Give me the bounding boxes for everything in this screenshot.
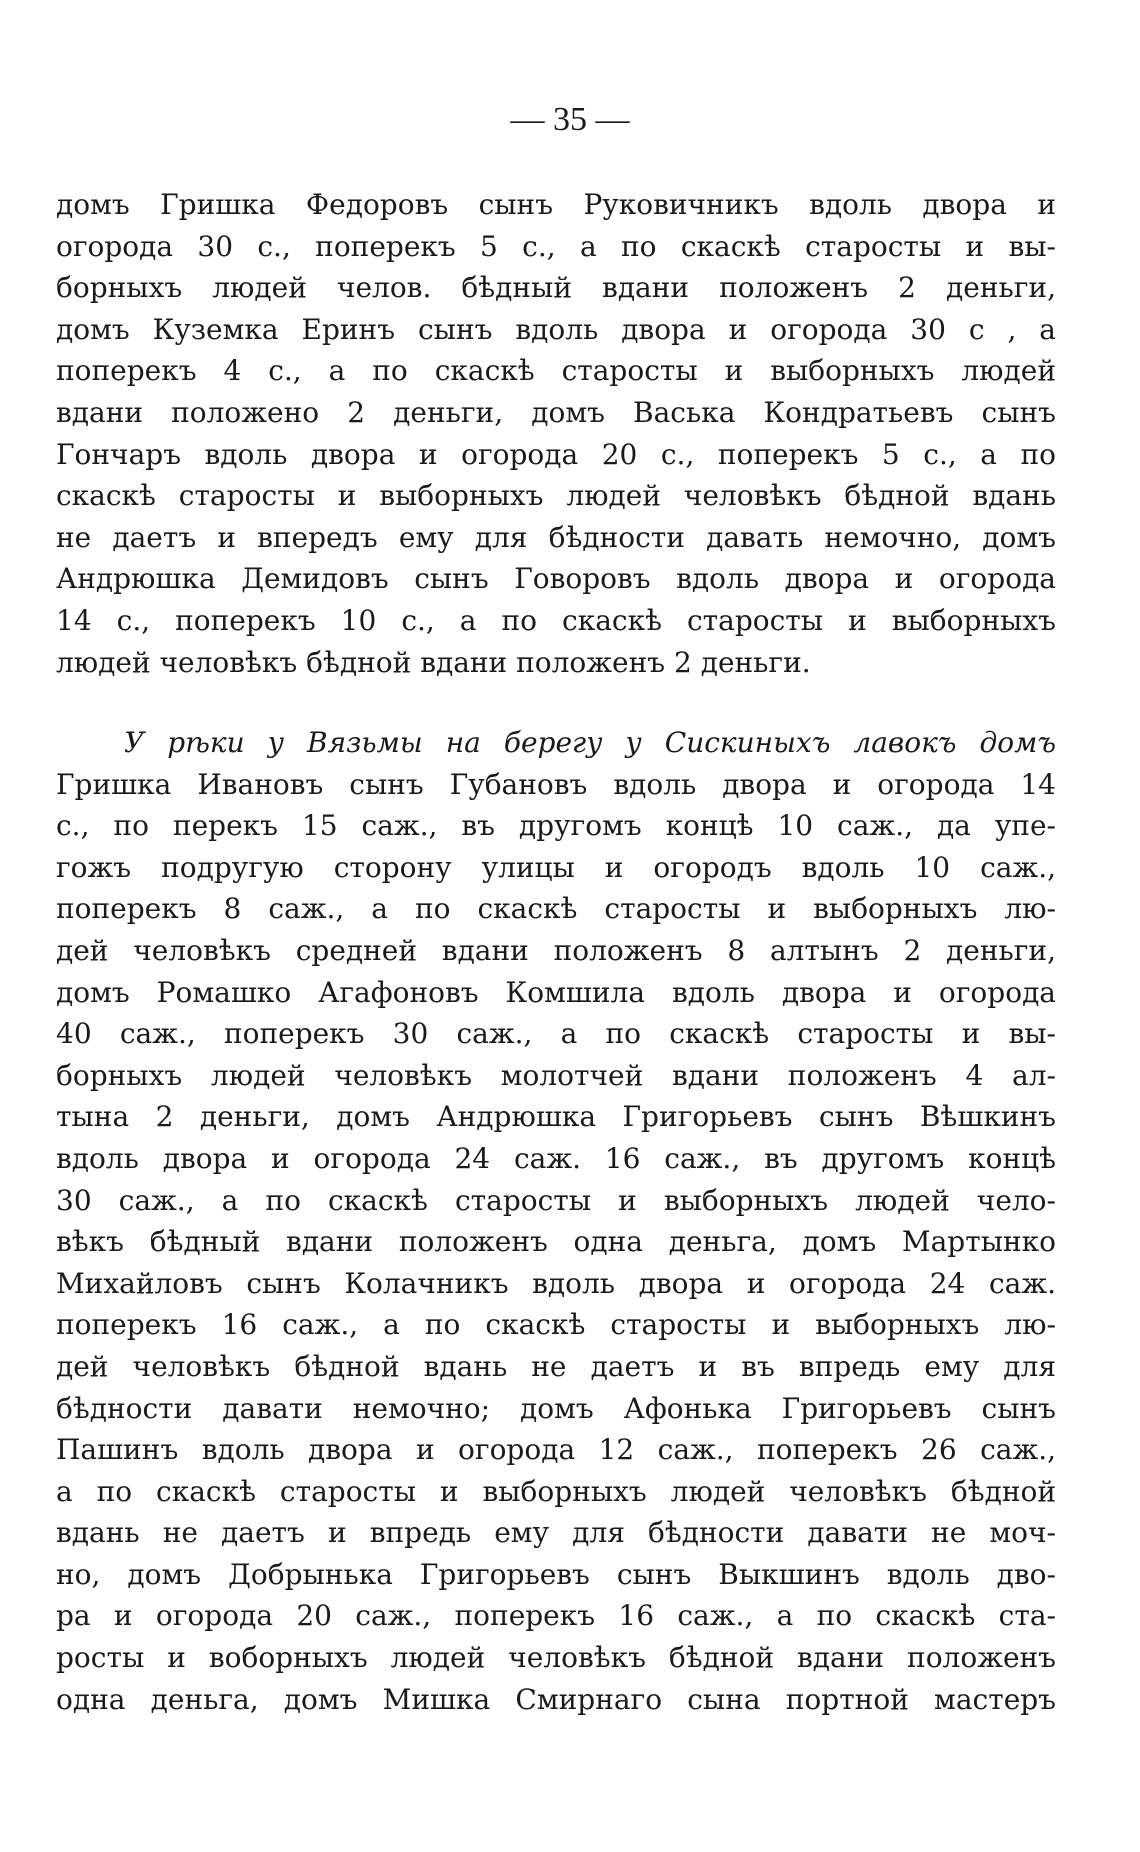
text-line: домъ Куземка Еринъ сынъ вдоль двора и огорода 30 с , а xyxy=(56,312,1056,346)
text-line: росты и воборныхъ людей человѣкъ бѣдной вдани положенъ xyxy=(56,1641,1056,1675)
text-line: дей человѣкъ средней вдани положенъ 8 алтынъ 2 деньги, xyxy=(56,933,1056,967)
text-line: но, домъ Добрынька Григорьевъ сынъ Выкшинъ вдоль дво- xyxy=(56,1557,1056,1591)
text-line: Гончаръ вдоль двора и огорода 20 с., поперекъ 5 с., а по xyxy=(56,437,1056,471)
text-line: поперекъ 16 саж., а по скаскѣ старосты и выборныхъ лю- xyxy=(56,1308,1056,1342)
text-line: скаскѣ старосты и выборныхъ людей человѣкъ бѣдной вдань xyxy=(56,479,1056,513)
text-line: домъ Гришка Федоровъ сынъ Руковичникъ вдоль двора и xyxy=(56,188,1056,221)
text-line: Михайловъ сынъ Колачникъ вдоль двора и огорода 24 саж. xyxy=(56,1266,1056,1300)
text-line: одна деньга, домъ Мишка Смирнаго сына портной мастеръ xyxy=(56,1682,1056,1716)
text-line: вдани положено 2 деньги, домъ Васька Кондратьевъ сынъ xyxy=(56,395,1056,429)
text-line: не даетъ и впередъ ему для бѣдности давать немочно, домъ xyxy=(56,520,1056,554)
text-line: 30 саж., а по скаскѣ старосты и выборныхъ людей чело- xyxy=(56,1183,1056,1217)
text-line: поперекъ 8 саж., а по скаскѣ старосты и выборныхъ лю- xyxy=(56,892,1056,926)
paragraph-1 xyxy=(56,184,1056,683)
text-line: 40 саж., поперекъ 30 саж., а по скаскѣ старосты и вы- xyxy=(56,1017,1056,1051)
text-line: с., по перекъ 15 саж., въ другомъ концѣ 10 саж., да упе- xyxy=(56,809,1056,843)
text-line: домъ Ромашко Агафоновъ Комшила вдоль двора и огорода xyxy=(56,975,1056,1009)
text-line: дей человѣкъ бѣдной вдань не даетъ и въ впредь ему для xyxy=(56,1349,1056,1383)
text-line: вѣкъ бѣдный вдани положенъ одна деньга, домъ Мартынко xyxy=(56,1225,1056,1259)
text-line: 14 с., поперекъ 10 с., а по скаскѣ старосты и выборныхъ xyxy=(56,603,1056,637)
text-line: гожъ подругую сторону улицы и огородъ вдоль 10 саж., xyxy=(56,850,1056,884)
text-line: Гришка Ивановъ сынъ Губановъ вдоль двора и огорода 14 xyxy=(56,767,1056,801)
text-line: борныхъ людей челов. бѣдный вдани положенъ 2 деньги, xyxy=(56,271,1056,305)
text-line: поперекъ 4 с., а по скаскѣ старосты и выборныхъ людей xyxy=(56,354,1056,388)
text-line: тына 2 деньги, домъ Андрюшка Григорьевъ сынъ Вѣшкинъ xyxy=(56,1100,1056,1134)
text-line: Пашинъ вдоль двора и огорода 12 саж., поперекъ 26 саж., xyxy=(56,1433,1056,1467)
text-line: бѣдности давати немочно; домъ Афонька Григорьевъ сынъ xyxy=(56,1391,1056,1425)
text-line: огорода 30 с., поперекъ 5 с., а по скаскѣ старосты и вы- xyxy=(56,229,1056,263)
text-line: ра и огорода 20 саж., поперекъ 16 саж., а по скаскѣ ста- xyxy=(56,1599,1056,1633)
text-line: а по скаскѣ старосты и выборныхъ людей человѣкъ бѣдной xyxy=(56,1474,1056,1508)
text-line: людей человѣкъ бѣдной вдани положенъ 2 деньги. xyxy=(56,645,811,679)
text-line: вдоль двора и огорода 24 саж. 16 саж., въ другомъ концѣ xyxy=(56,1141,1056,1175)
paragraph-2 xyxy=(56,722,1056,1720)
page-number: — 35 — xyxy=(510,101,630,138)
text-line: борныхъ людей человѣкъ молотчей вдани положенъ 4 ал- xyxy=(56,1058,1056,1092)
text-line: вдань не даетъ и впредь ему для бѣдности давати не моч- xyxy=(56,1516,1056,1550)
section-heading: У рѣки у Вязьмы на берегу у Сискиныхъ лавокъ домъ xyxy=(124,726,1056,759)
text-line: Андрюшка Демидовъ сынъ Говоровъ вдоль двора и огорода xyxy=(56,562,1056,596)
